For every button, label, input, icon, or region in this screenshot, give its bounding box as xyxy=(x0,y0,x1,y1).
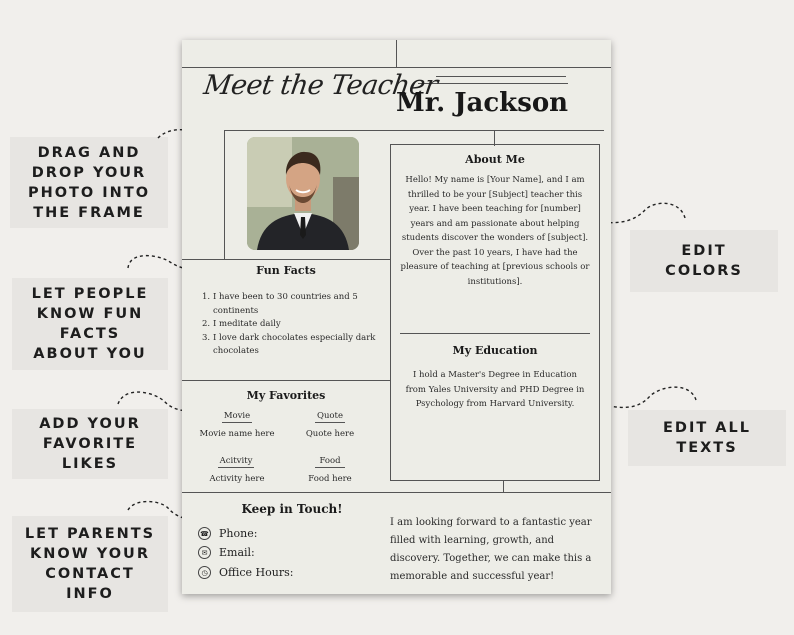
divider xyxy=(182,492,611,493)
callout-texts xyxy=(628,410,786,466)
favorite-food-value: Food here xyxy=(308,474,352,484)
document-page xyxy=(182,40,611,594)
fun-facts-list xyxy=(202,291,382,359)
favorite-activity-label: Acitvity xyxy=(219,456,253,466)
fun-fact-text: I meditate daily xyxy=(213,319,281,329)
callout-contact xyxy=(12,516,168,612)
office-hours-label: Office Hours: xyxy=(219,566,294,579)
callout-photo-text: DRAG AND DROP YOUR PHOTO INTO THE FRAME xyxy=(27,144,151,221)
divider xyxy=(503,481,504,493)
divider xyxy=(418,83,568,84)
meet-the-teacher-title: Meet the Teacher xyxy=(201,70,440,101)
divider xyxy=(182,259,390,260)
divider xyxy=(224,130,604,131)
photo-frame[interactable] xyxy=(247,137,359,250)
list-item xyxy=(202,332,382,359)
divider xyxy=(182,67,611,68)
favorite-movie-label: Movie xyxy=(223,411,251,421)
education-title: My Education xyxy=(452,344,538,357)
teacher-name: Mr. Jackson xyxy=(396,88,569,118)
teacher-photo-icon xyxy=(247,137,359,250)
callout-contact-text: LET PARENTS KNOW YOUR CONTACT INFO xyxy=(24,526,156,602)
favorite-quote-label: Quote xyxy=(316,411,343,421)
callout-fun-facts xyxy=(12,278,168,370)
favorite-quote-value: Quote here xyxy=(305,429,355,439)
favorite-food-label: Food xyxy=(315,456,345,468)
closing-text: I am looking forward to a fantastic year filled with learning, growth, and discovery. Together, we can make this a memorable and successful year! xyxy=(390,517,592,582)
divider xyxy=(396,40,397,67)
divider xyxy=(400,333,590,334)
callout-colors xyxy=(630,230,778,292)
fun-facts-title: Fun Facts xyxy=(256,264,316,277)
callout-texts-text: EDIT ALL TEXTS xyxy=(663,420,751,456)
callout-fun-facts-text: LET PEOPLE KNOW FUN FACTS ABOUT YOU xyxy=(31,286,149,362)
phone-label: Phone: xyxy=(219,527,258,540)
callout-favorites xyxy=(12,409,168,479)
fun-fact-text: I have been to 30 countries and 5 continents xyxy=(213,292,358,316)
about-me-text: Hello! My name is [Your Name], and I am thrilled to be your [Subject] teacher this year. I have been teaching for [number] years and am passionate about helping students discover the wonders of [subject]. Over the past 10 years, I have had the pleasure of teaching at [previous schools or institutions]. xyxy=(400,175,590,287)
callout-favorites-text: ADD YOUR FAVORITE LIKES xyxy=(39,416,141,472)
about-me-title: About Me xyxy=(465,153,525,166)
favorite-activity-value: Activity here xyxy=(209,474,265,484)
clock-icon: ◷ xyxy=(198,566,211,579)
divider xyxy=(436,76,566,77)
list-number: 3. xyxy=(202,332,211,343)
email-label: Email: xyxy=(219,546,255,559)
email-icon: ✉ xyxy=(198,546,211,559)
divider xyxy=(182,380,390,381)
list-number: 1. xyxy=(202,292,211,302)
contact-email xyxy=(198,546,255,559)
callout-photo xyxy=(10,137,168,228)
education-text: I hold a Master's Degree in Education from Yales University and PHD Degree in Psychology from Harvard University. xyxy=(405,370,585,409)
fun-fact-text: I love dark chocolates especially dark chocolates xyxy=(213,332,376,356)
phone-icon: ☎ xyxy=(198,527,211,540)
divider xyxy=(224,130,225,260)
list-number: 2. xyxy=(202,319,211,329)
contact-phone xyxy=(198,527,257,540)
list-item xyxy=(202,318,382,332)
list-item xyxy=(202,291,382,318)
contact-hours xyxy=(198,566,293,579)
favorite-movie-value: Movie name here xyxy=(199,429,275,439)
favorites-title: My Favorites xyxy=(246,389,326,402)
keep-in-touch-title: Keep in Touch! xyxy=(241,502,343,516)
callout-colors-text: EDIT COLORS xyxy=(665,243,743,279)
